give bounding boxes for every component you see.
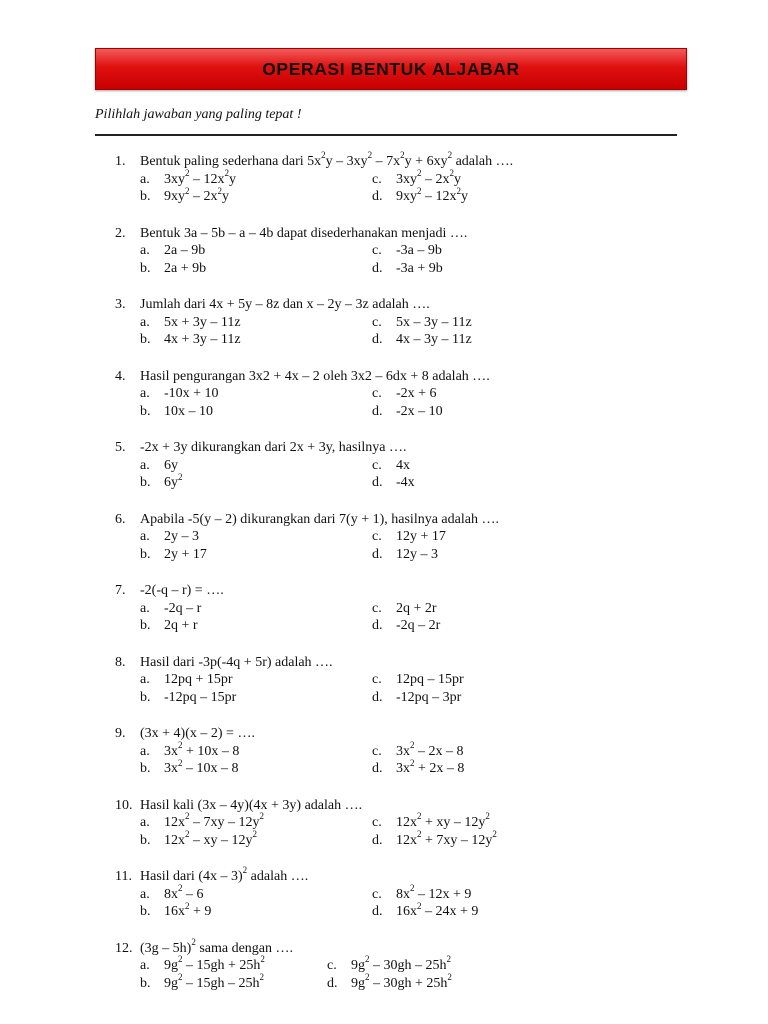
question-item [115,936,695,1012]
option-text: $9xy^2 - 2x^2y$ [164,185,229,205]
answer-option[interactable] [372,671,604,689]
question-text: Hasil kali (3x – 4y)(4x + 3y) adalah …. [140,797,363,813]
option-text: 2y + 17 [164,546,207,562]
option-row [115,829,695,850]
option-letter: a. [140,886,150,902]
option-letter: a. [140,457,150,473]
option-letter: d. [372,832,383,848]
option-text: 10x – 10 [164,403,213,419]
option-text: 12y + 17 [396,529,446,545]
option-text: $8x^2 - 12x + 9$ [396,882,472,902]
question-line [115,296,695,314]
answer-option[interactable] [372,757,604,778]
option-text: $9g^2 - 15gh - 25h^2$ [164,972,264,991]
answer-option[interactable] [140,528,372,546]
option-letter: d. [372,904,383,920]
option-text: $9g^2 - 15gh + 25h^2$ [164,954,265,974]
question-line [115,936,695,958]
option-letter: c. [372,815,382,831]
question-number: 5. [115,440,126,455]
question-number: 1. [115,154,126,169]
option-letter: d. [372,403,383,419]
option-letter: c. [372,386,382,402]
answer-option[interactable] [140,600,372,618]
question-text: (3x + 4)(x – 2) = …. [140,726,255,741]
option-row [115,689,695,707]
option-letter: d. [372,332,383,348]
question-line [115,225,695,243]
question-item [115,865,695,940]
answer-option[interactable] [372,617,604,635]
instruction-text: Pilihlah jawaban yang paling tepat ! [95,107,302,122]
option-letter: d. [327,975,338,991]
option-text: $8x^2 - 6$ [164,882,204,902]
option-row [115,403,695,421]
option-text: -4x [396,475,415,491]
question-number: 12. [115,940,133,956]
option-letter: b. [140,689,151,705]
answer-option[interactable] [140,403,372,421]
option-letter: c. [372,886,382,902]
answer-option[interactable] [372,403,604,421]
option-letter: c. [372,672,382,688]
option-letter: c. [372,743,382,759]
option-text: $12x^2 + 7xy - 12y^2$ [396,829,497,848]
option-row [115,331,695,349]
question-item [115,368,695,440]
option-letter: a. [140,743,150,759]
answer-option[interactable] [140,314,372,332]
option-text: $12x^2 - 7xy - 12y^2$ [164,811,264,831]
option-row [115,457,695,475]
answer-option[interactable] [372,331,604,349]
answer-option[interactable] [372,167,604,189]
answer-option[interactable] [140,457,372,475]
question-item [115,511,695,583]
answer-option[interactable] [140,242,372,260]
option-row [115,528,695,546]
answer-option[interactable] [327,972,559,993]
option-text: $12x^2$ + xy – $12y^2$ [396,811,490,831]
question-text: Apabila -5(y – 2) dikurangkan dari 7(y + 1), hasilnya adalah …. [140,511,499,527]
question-text: Hasil pengurangan 3x2 + 4x – 2 oleh 3x2 – 6dx + 8 adalah …. [140,368,490,384]
option-letter: d. [372,689,383,705]
answer-option[interactable] [372,739,604,761]
option-text: 12pq + 15pr [164,672,233,688]
option-row [115,600,695,618]
option-text: -12pq – 3pr [396,689,462,705]
question-text: Hasil dari -3p(-4q + 5r) adalah …. [140,654,333,670]
option-row [115,314,695,332]
answer-option[interactable] [140,972,327,993]
option-letter: a. [140,529,150,545]
option-text: 12y – 3 [396,546,438,562]
option-row [115,882,695,904]
answer-option[interactable] [140,882,372,904]
answer-option[interactable] [140,260,372,278]
option-letter: a. [140,171,150,187]
option-text: 2y – 3 [164,529,199,545]
question-item [115,439,695,511]
option-text: -2q – 2r [396,618,441,634]
option-row [115,811,695,832]
option-row [115,739,695,761]
option-text: $9g^2 - 30gh - 25h^2$ [351,954,451,974]
option-text: 4x [396,457,410,473]
option-letter: b. [140,904,151,920]
answer-option[interactable] [372,457,604,475]
answer-option[interactable] [140,385,372,403]
option-letter: d. [372,260,383,276]
question-line [115,511,695,529]
answer-option[interactable] [372,829,604,850]
question-list [115,150,695,1011]
answer-option[interactable] [372,811,604,832]
answer-option[interactable] [372,242,604,260]
option-letter: a. [140,958,150,974]
option-text: -2x – 10 [396,403,443,419]
option-row [115,242,695,260]
question-text: (3g – 5h)$^2$ sama dengan …. [140,936,294,956]
answer-option[interactable] [372,260,604,278]
answer-option[interactable] [372,385,604,403]
option-text: $9g^2 - 30gh + 25h^2$ [351,972,452,991]
option-letter: b. [140,260,151,276]
question-number: 4. [115,368,126,384]
option-letter: a. [140,314,150,330]
answer-option[interactable] [140,671,372,689]
question-line [115,368,695,386]
option-letter: c. [372,457,382,473]
option-text: $3x^2 + 2x - 8$ [396,757,465,777]
question-item [115,225,695,297]
option-letter: d. [372,618,383,634]
option-text: -3a + 9b [396,260,443,276]
option-row [115,260,695,278]
option-text: -2q – r [164,600,202,616]
answer-option[interactable] [372,689,604,707]
option-text: $3x^2 - 2x - 8$ [396,739,464,759]
answer-option[interactable] [372,900,604,921]
title-banner [95,48,687,90]
option-letter: b. [140,475,151,491]
option-text: 2a + 9b [164,260,207,276]
option-letter: b. [140,832,151,848]
divider-line [95,134,677,136]
option-letter: a. [140,386,150,402]
option-text: $16x^2 - 24x + 9$ [396,900,479,920]
option-letter: c. [372,529,382,545]
answer-option[interactable] [140,331,372,349]
option-text: $3x^2 - 10x - 8$ [164,757,239,777]
question-text: Bentuk 3a – 5b – a – 4b dapat disederhanakan menjadi …. [140,225,468,241]
option-text: 2q + 2r [396,600,437,616]
option-text: -2x + 6 [396,386,437,402]
question-item [115,797,695,869]
question-text: Jumlah dari 4x + 5y – 8z dan x – 2y – 3z adalah …. [140,297,430,312]
answer-option[interactable] [140,739,372,761]
question-text: Bentuk paling sederhana dari $5x^2y - 3xy^2 - 7x^2y + 6xy^2$ adalah …. [140,150,514,169]
question-line [115,725,695,743]
question-text: Hasil dari (4x – 3)$^2$ adalah …. [140,865,309,884]
option-text: -10x + 10 [164,386,219,402]
option-text: 12pq – 15pr [396,672,464,688]
question-line [115,439,695,457]
option-text: $9xy^2 - 12x^2y$ [396,185,468,205]
question-item [115,150,695,225]
page-title: OPERASI BENTUK ALJABAR [262,58,520,79]
option-row [115,385,695,403]
option-letter: b. [140,975,151,991]
option-letter: c. [372,314,382,330]
question-number: 10. [115,797,133,813]
option-text: 2a – 9b [164,243,206,259]
option-text: 2q + r [164,618,198,634]
answer-option[interactable] [327,954,559,975]
option-text: $3xy^2 - 12x^2y$ [164,167,236,187]
answer-option[interactable] [140,617,372,635]
option-letter: d. [372,189,383,205]
option-row [115,900,695,921]
option-letter: b. [140,332,151,348]
option-row [115,757,695,778]
question-item [115,296,695,368]
option-row [115,185,695,206]
option-text: $3x^2 + 10x - 8$ [164,739,240,759]
answer-option[interactable] [372,474,604,492]
question-number: 11. [115,869,132,884]
question-line [115,865,695,886]
answer-option[interactable] [140,757,372,778]
option-letter: b. [140,546,151,562]
option-text: 6y [164,457,178,473]
option-letter: b. [140,189,151,205]
option-letter: d. [372,475,383,491]
option-row [115,546,695,564]
answer-option[interactable] [372,185,604,206]
question-number: 8. [115,654,126,670]
question-number: 2. [115,225,126,241]
answer-option[interactable] [372,314,604,332]
option-text: $16x^2 + 9$ [164,900,212,920]
option-letter: a. [140,815,150,831]
option-text: -12pq – 15pr [164,689,237,705]
question-line [115,582,695,600]
option-row [115,671,695,689]
answer-option[interactable] [140,546,372,564]
option-row [115,972,695,993]
question-line [115,797,695,815]
option-row [115,617,695,635]
option-letter: a. [140,600,150,616]
option-text: 4x – 3y – 11z [396,332,472,348]
question-item [115,725,695,797]
option-letter: a. [140,672,150,688]
answer-option[interactable] [140,829,372,850]
question-text: -2(-q – r) = …. [140,583,224,598]
option-text: $3xy^2 - 2x^2y$ [396,167,461,187]
question-item [115,582,695,654]
option-letter: d. [372,546,383,562]
answer-option[interactable] [140,471,372,492]
question-text: -2x + 3y dikurangkan dari 2x + 3y, hasilnya …. [140,440,407,455]
option-row [115,167,695,189]
option-text: -3a – 9b [396,243,442,259]
option-text: $12x^2$ – xy – $12y^2$ [164,829,257,848]
answer-option[interactable] [140,185,372,206]
option-text: $6y^2$ [164,471,183,491]
answer-option[interactable] [372,546,604,564]
answer-option[interactable] [372,600,604,618]
option-letter: c. [327,958,337,974]
option-letter: c. [372,600,382,616]
question-line [115,150,695,171]
answer-option[interactable] [140,689,372,707]
answer-option[interactable] [140,167,372,189]
option-letter: c. [372,171,382,187]
option-letter: a. [140,243,150,259]
option-letter: d. [372,761,383,777]
question-item [115,654,695,726]
option-text: 4x + 3y – 11z [164,332,241,348]
option-row [115,954,695,975]
option-text: 5x – 3y – 11z [396,314,472,330]
answer-option[interactable] [372,882,604,904]
answer-option[interactable] [140,954,327,975]
question-line [115,654,695,672]
question-number: 9. [115,726,126,741]
answer-option[interactable] [372,528,604,546]
option-letter: c. [372,243,382,259]
question-number: 7. [115,583,126,598]
option-text: 5x + 3y – 11z [164,314,241,330]
option-letter: b. [140,618,151,634]
option-letter: b. [140,403,151,419]
question-number: 6. [115,511,126,527]
question-number: 3. [115,297,126,312]
answer-option[interactable] [140,900,372,921]
option-row [115,471,695,492]
option-letter: b. [140,761,151,777]
